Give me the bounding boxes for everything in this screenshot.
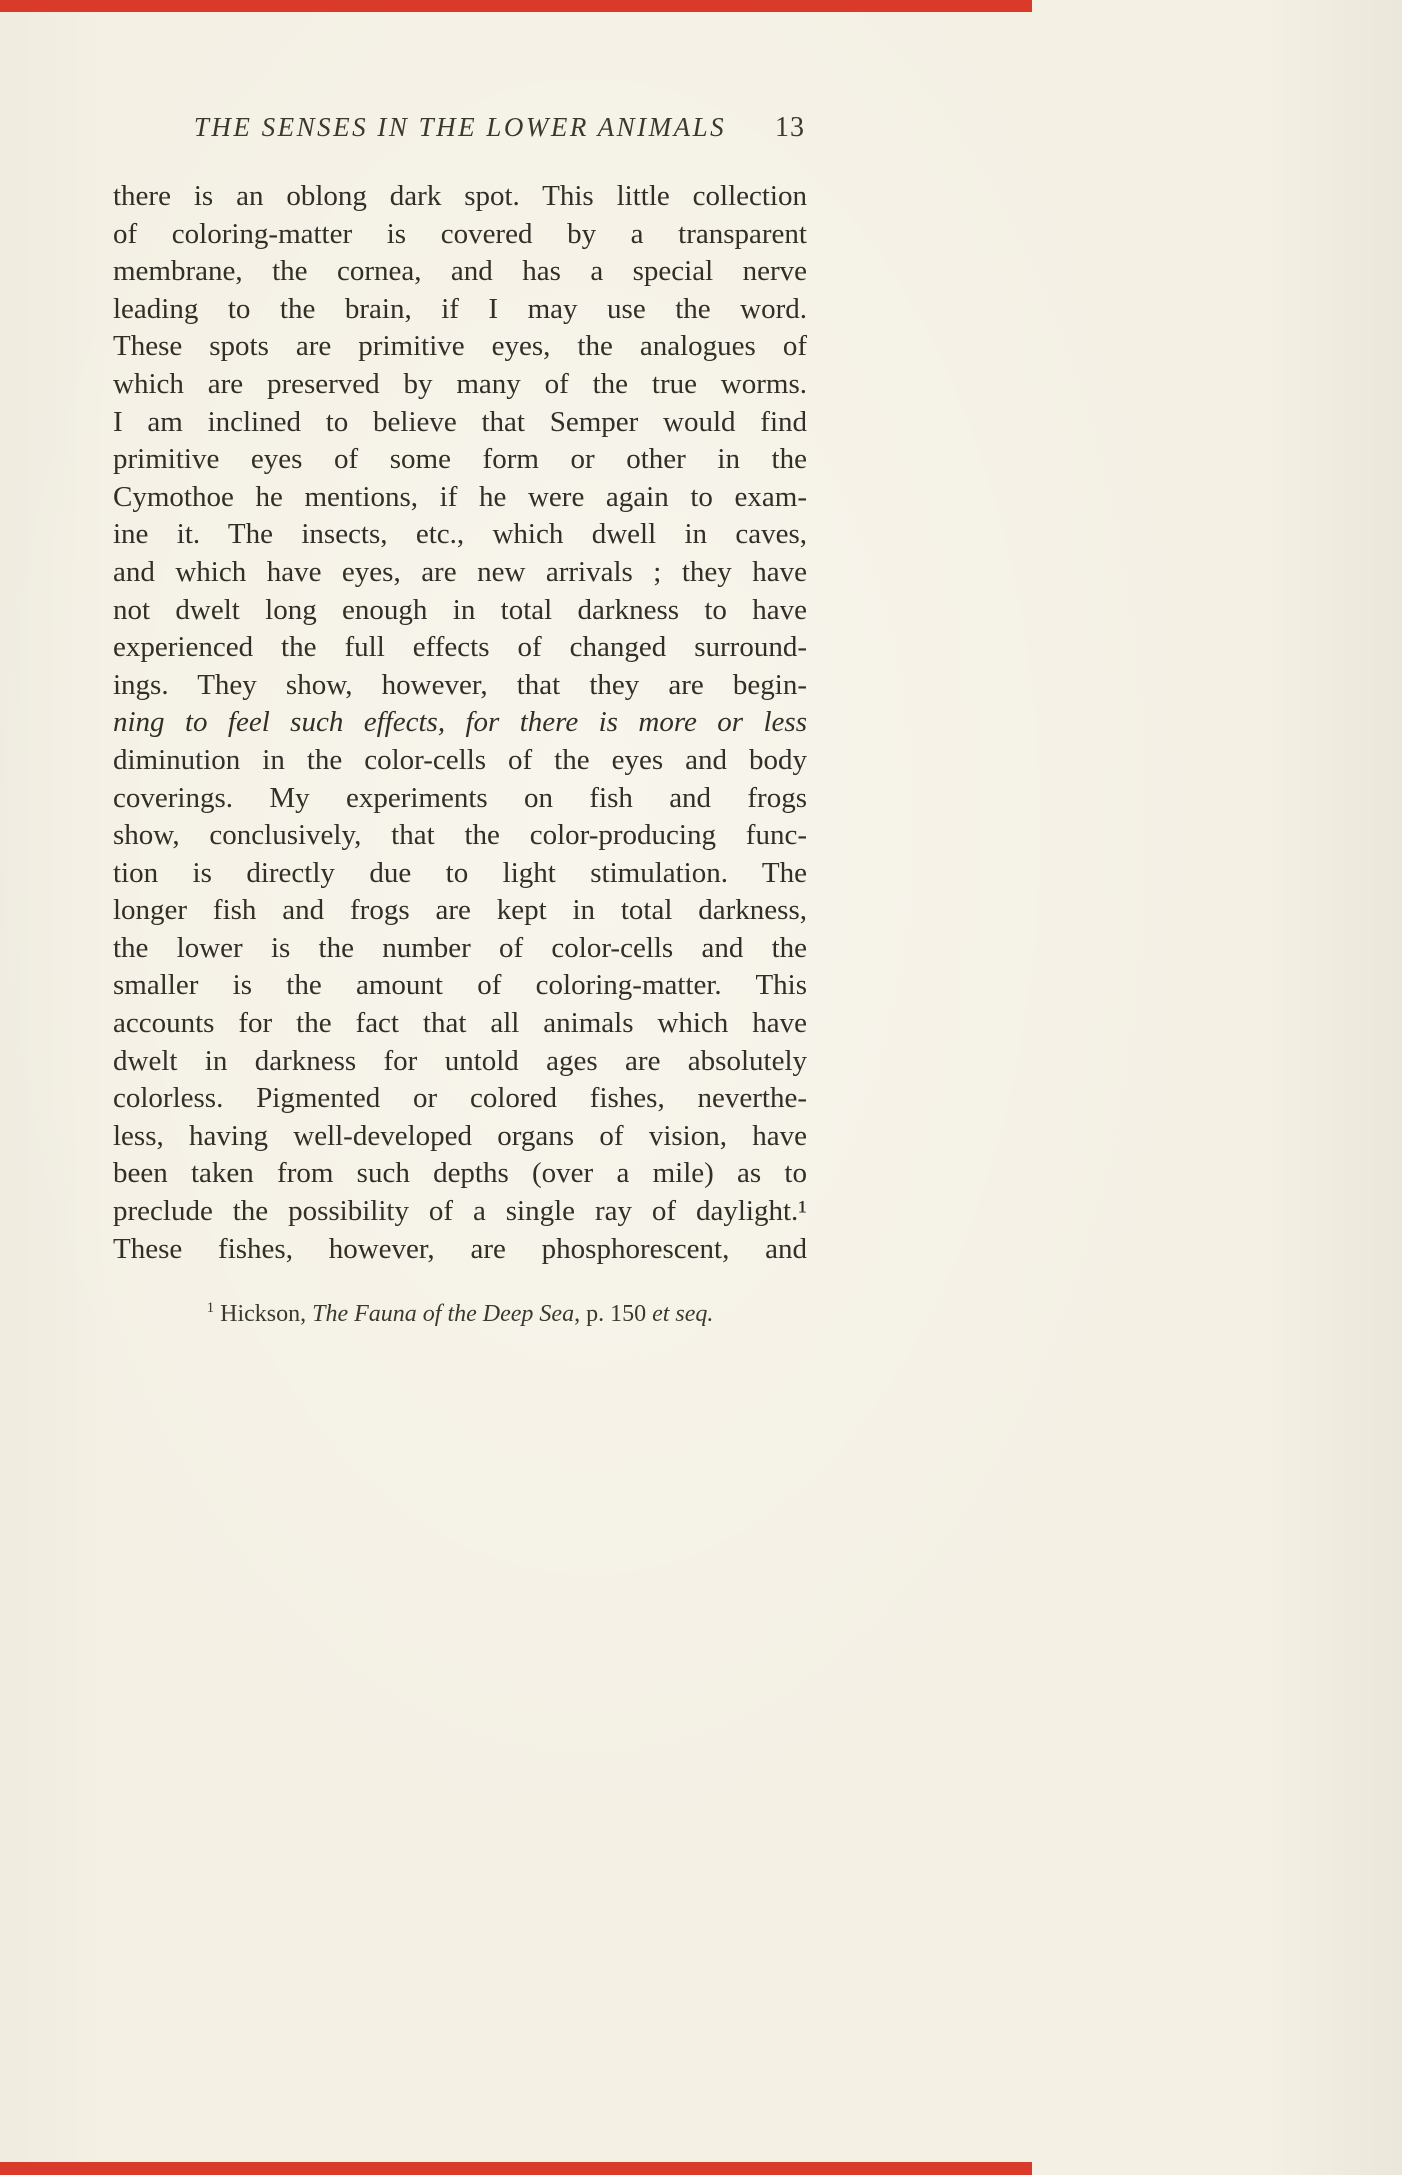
text-line: less, having well-developed organs of vision, have (113, 1119, 807, 1152)
scanned-book-page (113, 112, 807, 1328)
text-line: colorless. Pigmented or colored fishes, neverthe- (113, 1082, 807, 1115)
text-line: These spots are primitive eyes, the analogues of (113, 330, 807, 363)
footnote-segment: Hickson, (214, 1301, 313, 1328)
chapter-running-title: THE SENSES IN THE LOWER ANIMALS (193, 112, 727, 142)
text-line: preclude the possibility of a single ray of daylight.¹ (113, 1195, 807, 1228)
text-line: ning to feel such effects, for there is more or less (113, 706, 807, 739)
text-line: show, conclusively, that the color-producing func- (113, 819, 807, 852)
scan-artifact-bottom-bar (0, 2162, 1032, 2175)
text-line: ine it. The insects, etc., which dwell in caves, (113, 518, 807, 551)
page-number: 13 (775, 112, 805, 143)
text-line: Cymothoe he mentions, if he were again to exam- (113, 480, 807, 513)
text-line: the lower is the number of color-cells and the (113, 931, 807, 964)
text-line: and which have eyes, are new arrivals ; they have (113, 555, 807, 588)
text-line: These fishes, however, are phosphorescent, and (113, 1232, 807, 1265)
scan-artifact-top-bar (0, 0, 1032, 12)
text-line: ings. They show, however, that they are begin- (113, 668, 807, 701)
text-line: accounts for the fact that all animals which have (113, 1007, 807, 1040)
text-line: experienced the full effects of changed surround- (113, 631, 807, 664)
text-line: tion is directly due to light stimulation. The (113, 856, 807, 889)
text-line: dwelt in darkness for untold ages are absolutely (113, 1044, 807, 1077)
footnote-segment: The Fauna of the Deep Sea (312, 1301, 575, 1328)
text-line: leading to the brain, if I may use the word. (113, 292, 807, 325)
text-line: which are preserved by many of the true worms. (113, 367, 807, 400)
running-header (113, 112, 807, 156)
text-line: longer fish and frogs are kept in total darkness, (113, 894, 807, 927)
text-line: there is an oblong dark spot. This little collection (113, 180, 807, 212)
text-line: smaller is the amount of coloring-matter. This (113, 969, 807, 1002)
body-text (113, 178, 807, 1268)
text-line: been taken from such depths (over a mile) as to (113, 1157, 807, 1190)
footnote-segment: et seq. (652, 1301, 714, 1328)
text-line: I am inclined to believe that Semper would find (113, 405, 807, 438)
text-line: coverings. My experiments on fish and frogs (113, 781, 807, 814)
text-line: not dwelt long enough in total darkness to have (113, 593, 807, 626)
text-line: of coloring-matter is covered by a transparent (113, 217, 807, 250)
footnote-segment: 1 (206, 1300, 215, 1317)
text-line: diminution in the color-cells of the eyes and body (113, 743, 807, 776)
footnote-segment: , p. 150 (574, 1301, 653, 1328)
text-line: membrane, the cornea, and has a special nerve (113, 255, 807, 288)
text-line: primitive eyes of some form or other in the (113, 443, 807, 476)
footnote (113, 1300, 807, 1328)
